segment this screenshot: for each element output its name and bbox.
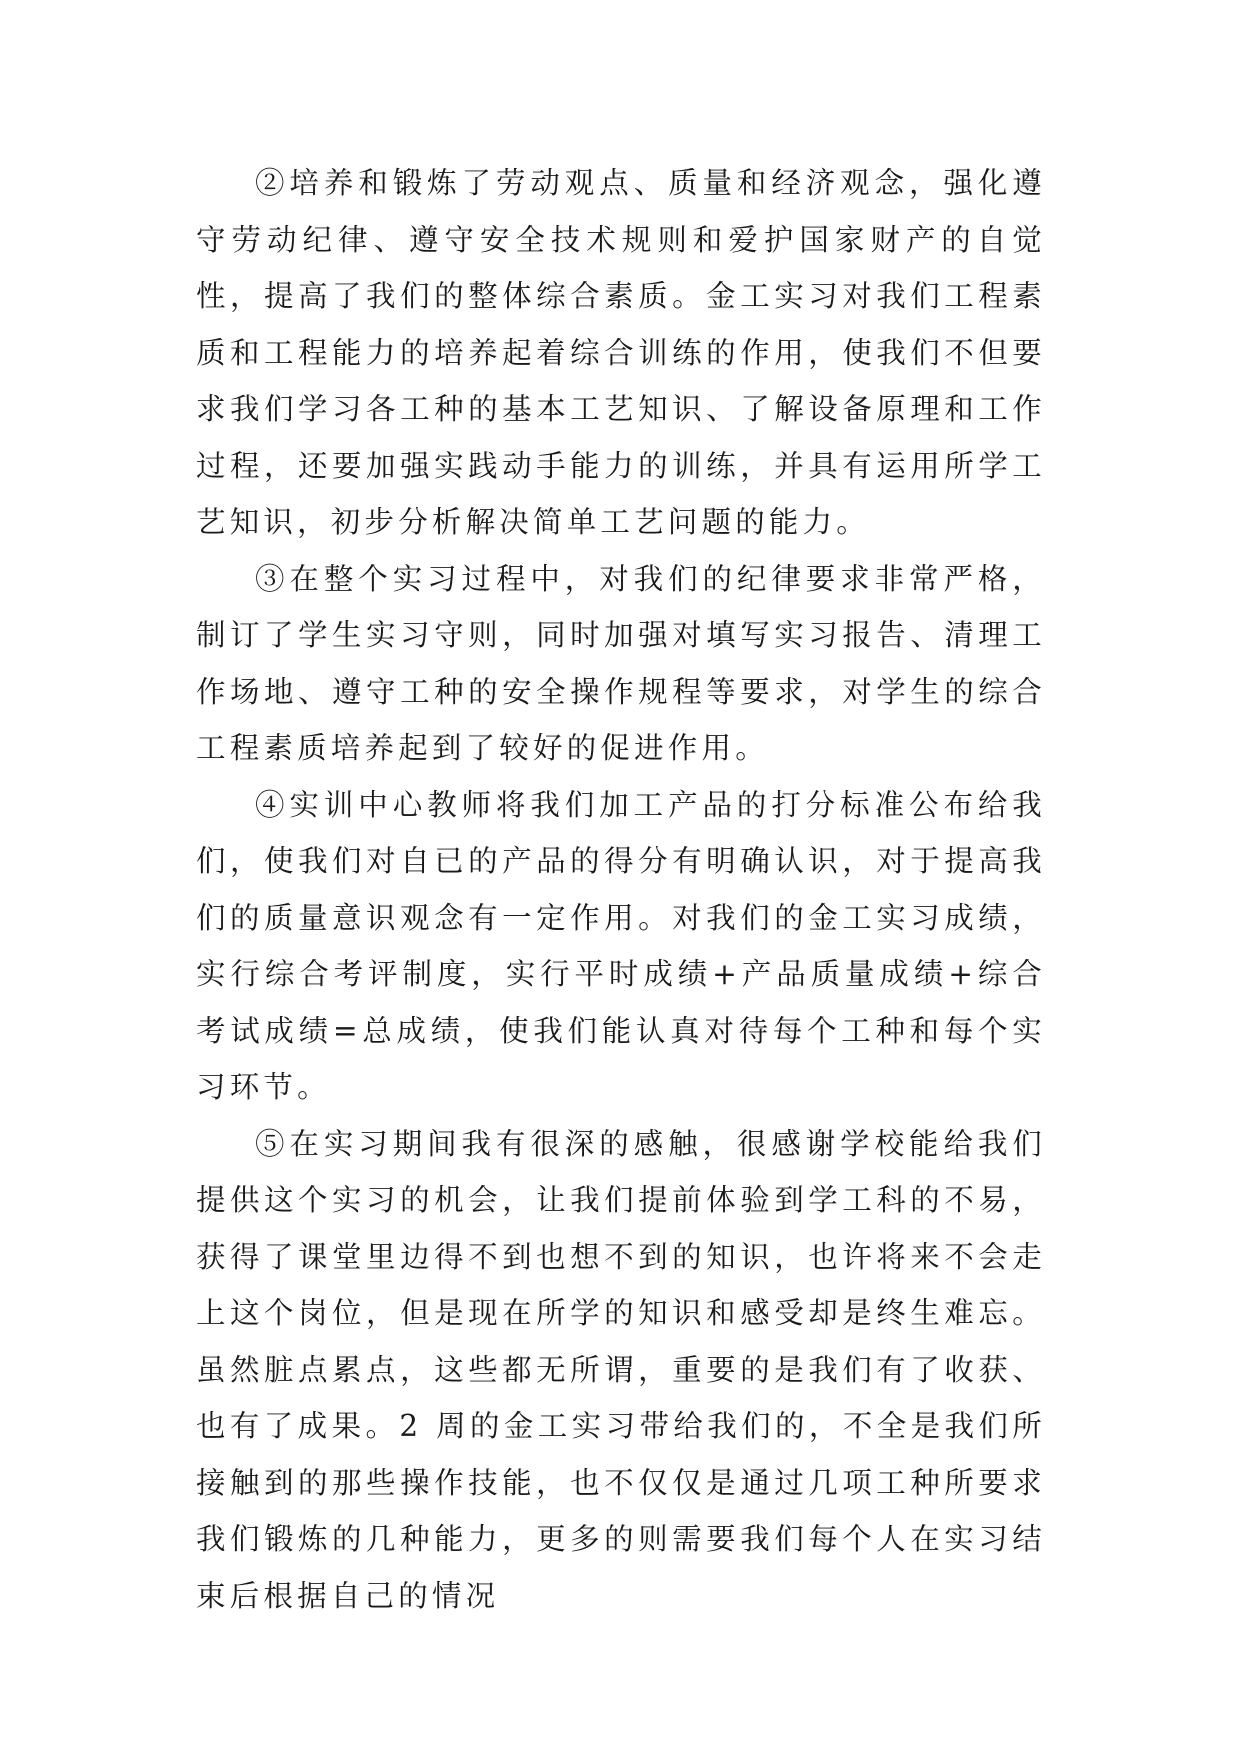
paragraph-5: ⑤在实习期间我有很深的感触，很感谢学校能给我们提供这个实习的机会，让我们提前体验到学工科的不易，获得了课堂里边得不到也想不到的知识，也许将来不会走上这个岗位，但是现在所学的知识和感受却是终生难忘。虽然脏点累点，这些都无所谓，重要的是我们有了收获、也有了成果。2 周的金工实习带给我们的，不全是我们所接触到的那些操作技能，也不仅仅是通过几项工种所要求我们锻炼的几种能力，更多的则需要我们每个人在实习结束后根据自己的情况: [196, 1126, 1046, 1613]
document-body: [196, 155, 1046, 1624]
paragraph-2: ②培养和锻炼了劳动观点、质量和经济观念，强化遵守劳动纪律、遵守安全技术规则和爱护国家财产的自觉性，提高了我们的整体综合素质。金工实习对我们工程素质和工程能力的培养起着综合训练的作用，使我们不但要求我们学习各工种的基本工艺知识、了解设备原理和工作过程，还要加强实践动手能力的训练，并具有运用所学工艺知识，初步分析解决简单工艺问题的能力。: [196, 166, 1046, 539]
paragraph-4: ④实训中心教师将我们加工产品的打分标准公布给我们，使我们对自已的产品的得分有明确认识，对于提高我们的质量意识观念有一定作用。对我们的金工实习成绩，实行综合考评制度，实行平时成绩+产品质量成绩+综合考试成绩=总成绩，使我们能认真对待每个工种和每个实习环节。: [196, 787, 1046, 1104]
paragraph-3: ③在整个实习过程中，对我们的纪律要求非常严格，制订了学生实习守则，同时加强对填写实习报告、清理工作场地、遵守工种的安全操作规程等要求，对学生的综合工程素质培养起到了较好的促进作用。: [196, 561, 1046, 765]
